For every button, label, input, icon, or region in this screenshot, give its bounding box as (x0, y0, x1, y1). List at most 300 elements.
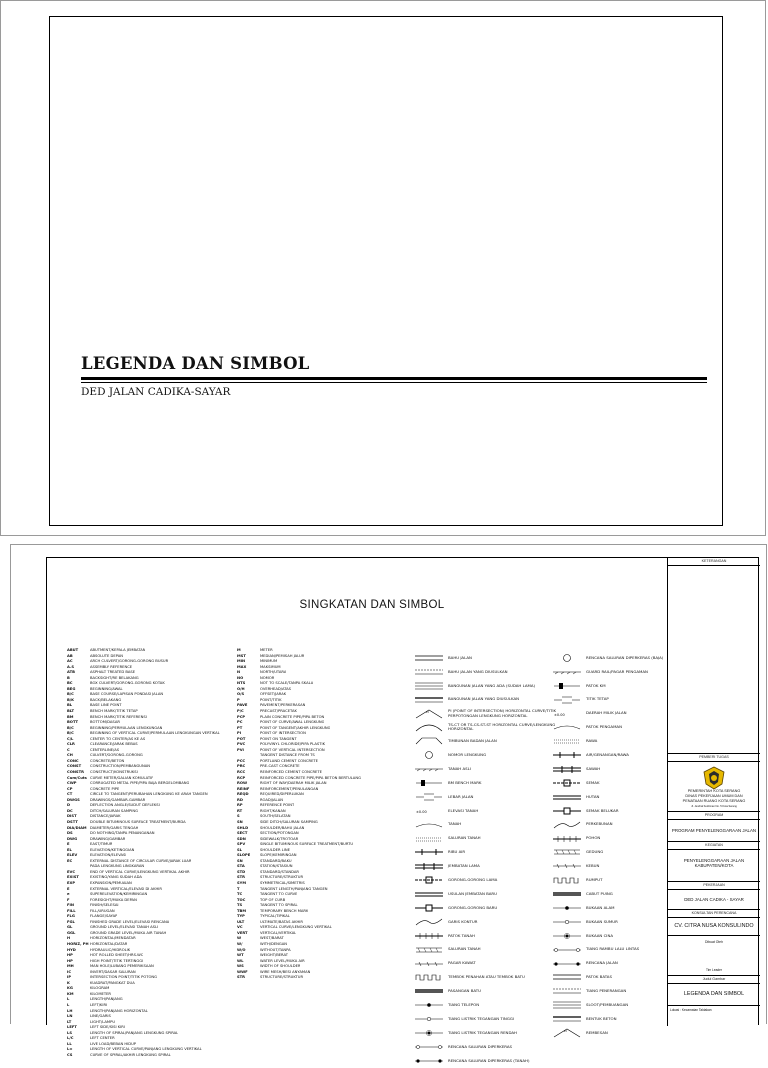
abbreviation-code: RD (237, 797, 243, 802)
abbreviation-code: ROW (237, 781, 248, 786)
abbreviation-code: LS (67, 1030, 73, 1035)
legend-symbol-icon (552, 888, 582, 900)
abbreviation-meaning: STRUCTURE/STRUKTUR (260, 975, 304, 980)
tb-kegiatan (668, 842, 760, 882)
abbreviation-code: LT (67, 1019, 72, 1024)
legend-symbol-row (414, 915, 559, 929)
abbreviation-code: MH (67, 964, 74, 969)
abbreviation-meaning: ELEVATION/ELEVASI (90, 853, 127, 858)
abbreviation-meaning: LIVE LOAD/BEBAN HIDUP (90, 1041, 136, 1046)
legend-symbol-label: TITIK TETAP (586, 696, 609, 702)
abbreviation-meaning: POINT/TITIK (260, 697, 282, 702)
abbreviation-code: RP (237, 803, 243, 808)
abbreviation-meaning: END OF VERTICAL CURVE/LENGKUNG VERTIKAL AKHIR (90, 869, 190, 874)
abbreviation-code: BC (67, 681, 73, 686)
legend-symbol-row (414, 693, 559, 707)
tb-pekerjaan-value: DED JALAN CADIKA - SAYAR (684, 897, 744, 902)
abbreviation-code: TBM (237, 908, 246, 913)
abbreviation-meaning: INVERT/DASAR SALURAN (90, 969, 136, 974)
abbreviation-meaning: EXISTING/YANG SUDAH ADA (90, 875, 142, 880)
abbreviation-meaning: REFERENCE POINT (260, 803, 295, 808)
abbreviation-code: WL (237, 958, 244, 963)
abbreviation-meaning: PAVEMENT/PERKERASAN (260, 703, 306, 708)
legend-symbol-label: PERKEBUNAN (586, 821, 613, 827)
abbreviation-code: C (67, 747, 70, 752)
abbreviation-meaning: CULVERT/GORONG-GORONG (90, 753, 143, 758)
legend-symbol-row (414, 651, 559, 665)
abbreviation-code: BEG (67, 686, 76, 691)
abbreviation-meaning: VERTICAL/VERTIKAL (260, 930, 297, 935)
legend-symbol-row (414, 748, 559, 762)
abbreviation-meaning: SOUTH/SELATAN (260, 814, 291, 819)
abbreviation-meaning: WITHOUT/TANPA (260, 947, 291, 952)
abbreviation-meaning: TANGENT LENGTH/PANJANG TANGEN (260, 886, 328, 891)
abbreviation-code: POT (237, 736, 246, 741)
abbreviation-code: HP (67, 953, 73, 958)
abbreviation-code: TS (237, 903, 243, 908)
legend-symbol-label: GORONG-GORONG LAMA (448, 876, 498, 882)
tb-program (668, 812, 760, 842)
abbreviation-meaning: CONCRETE PIPE (90, 786, 120, 791)
legend-symbol-icon (552, 694, 582, 706)
abbreviation-code: B/K (67, 697, 75, 702)
abbreviation-meaning: KILOMETER (90, 991, 111, 996)
abbreviation-meaning: WIRE MESH/BESI ANYAMAN (260, 969, 311, 974)
legend-symbol-icon (414, 860, 444, 872)
legend-symbol-icon (414, 777, 444, 789)
abbreviation-code: ABUT (67, 648, 79, 652)
abbreviation-meaning: LENGTH/PANJANG (90, 997, 123, 1002)
abbreviation-code: FLG (67, 914, 75, 919)
abbreviation-code: GL (67, 925, 73, 930)
abbreviation-meaning: INTERSECTION POINT/TITIK POTONG (90, 975, 158, 980)
abbreviation-row (237, 975, 409, 981)
abbreviation-code: PVI (237, 747, 244, 752)
abbreviation-meaning: DEFLECTION ANGLE/SUDUT DEFLEKSI (90, 803, 160, 808)
abbreviation-meaning: ABUTMENT/KEPALA JEMBATAN (90, 648, 146, 652)
abbreviation-meaning: POINT OF VERTICAL INTERSECTION (260, 747, 325, 752)
tb-konsultan-label: KONSULTAN PERENCANA (668, 910, 760, 918)
abbreviation-meaning: EAST/TIMUR (90, 842, 113, 847)
legend-symbol-icon (414, 819, 444, 831)
abbreviation-meaning: OVERHEAD/ATAS (260, 686, 292, 691)
abbreviation-meaning: CONCRETE/BETON (90, 758, 125, 763)
legend-symbol-row (414, 929, 559, 943)
abbreviation-meaning: TANGENT DISTANCE FROM TS (260, 753, 315, 758)
abbreviation-meaning: REINFORCED CEMENT CONCRETE (260, 770, 322, 775)
abbreviation-meaning: ULTIMATE/BATAS AKHIR (260, 919, 303, 924)
abbreviation-meaning: BASE COURSE/LAPISAN PONDASI JALAN (90, 692, 164, 697)
legend-symbol-label: TS-CT OR TS-CS-ST-ST HORIZONTAL CURVE/LENGKUNG HORIZONTAL (448, 721, 556, 732)
abbreviation-meaning: POINT OF TANGENT/AKHIR LENGKUNG (260, 725, 331, 730)
abbreviation-code: PCC (237, 758, 246, 763)
tb-pekerjaan-label: PEKERJAAN (668, 882, 760, 890)
abbreviation-meaning: MEDIAN/PEMISAH JALUR (260, 653, 305, 658)
legend-symbol-icon (552, 777, 582, 789)
abbreviation-meaning: BEGINNING/AWAL (90, 686, 123, 691)
abbreviation-meaning: MINIMUM (260, 659, 278, 664)
abbreviation-meaning: PLAIN CONCRETE PIPE/PIPA BETON (260, 714, 325, 719)
abbreviation-code: RCC (237, 770, 246, 775)
tb-address: Jl. Jendral Sudirman No. 5 Kota Serang (691, 805, 737, 808)
abbreviation-code: NO (237, 675, 244, 680)
legend-symbol-icon (552, 944, 582, 956)
agency-logo-icon (702, 766, 726, 790)
abbreviation-code: E (67, 886, 70, 891)
legend-symbol-label: TANAH (448, 821, 462, 827)
abbreviation-meaning: CURVE METER/GALIAN KOMULATIF (90, 775, 154, 780)
abbreviation-code: MST (237, 653, 246, 658)
legend-symbol-icon (552, 916, 582, 928)
abbreviation-code: SDN (237, 836, 246, 841)
legend-symbol-icon (552, 833, 582, 845)
abbreviation-meaning: STANDARD/BAKU (260, 858, 292, 863)
legend-symbol-label: RENCANA SALURAN DIPERKERAS (448, 1043, 512, 1049)
abbreviation-meaning: BEGINNING/PERMULAAN LENGKUNGAN (90, 725, 163, 730)
legend-symbol-label: GEDUNG (586, 849, 604, 855)
legend-symbol-label: BAHU JALAN YANG DIUSULKAN (448, 668, 508, 674)
tb-lokasi (668, 1006, 760, 1026)
abbreviation-code: VC (237, 925, 243, 930)
abbreviation-code: FGL (67, 919, 75, 924)
svg-text:±0.00: ±0.00 (416, 809, 427, 814)
abbreviation-code: PC (237, 720, 243, 725)
legend-symbol-label: PAGAR KAWAT (448, 960, 476, 966)
legend-symbol-label: BUKAAN ALAM (586, 904, 615, 910)
tb-tim-leader: Tim Leader (705, 968, 722, 972)
legend-symbol-label: TEMBOK PENAHAN ATAU TEMBOK BATU (448, 974, 525, 980)
abbreviation-code: MIN (237, 659, 246, 664)
legend-symbol-icon (414, 791, 444, 803)
abbreviation-code: DC (67, 808, 73, 813)
abbreviation-meaning: TANGENT TO CURVE (260, 892, 298, 897)
legend-symbol-icon (552, 860, 582, 872)
abbreviation-meaning: HIGH POINT/TITIK TERTINGGI (90, 958, 144, 963)
legend-symbol-label: RUMPUT (586, 876, 603, 882)
abbreviation-code: LL (67, 1041, 72, 1046)
abbreviation-meaning: STATION/STASIUN (260, 864, 293, 869)
abbreviation-code: EXIST (67, 875, 79, 880)
abbreviation-code: F (67, 897, 70, 902)
legend-symbol-icon (414, 833, 444, 845)
abbreviation-meaning: SHOULDER/BAHU JALAN (260, 825, 305, 830)
abbreviation-meaning: METER (260, 648, 273, 652)
abbreviation-code: A.S (67, 664, 74, 669)
legend-symbol-row (414, 887, 559, 901)
legend-symbol-label: SLOOT/PEMBUANGAN (586, 1002, 629, 1007)
tb-pekerjaan (668, 882, 760, 910)
legend-symbol-label: SEMAK (586, 779, 600, 785)
abbreviation-code: IP (67, 975, 72, 980)
legend-symbol-icon (552, 902, 582, 914)
abbreviation-meaning: SIDE DITCH/SALURAN SAMPING (260, 819, 318, 824)
legend-symbol-label: BANGUNAN JALAN YANG ADA (SUDAH LAMA) (448, 682, 536, 688)
abbreviation-meaning: MAKSIMUM (260, 664, 281, 669)
legend-symbol-label: RAWA (586, 738, 598, 744)
legend-symbol-row (414, 984, 559, 998)
abbreviation-meaning: LENGTH/PANJANG HORIZONTAL (90, 1008, 148, 1013)
abbreviation-code: CH (67, 753, 73, 758)
abbreviation-code: HYD (67, 947, 76, 952)
abbreviation-code: K (67, 980, 70, 985)
legend-symbol-icon (414, 846, 444, 858)
abbreviation-code: AB (67, 653, 73, 658)
legend-symbol-row (414, 970, 559, 984)
tb-keterangan-label: KETERANGAN (668, 558, 760, 566)
abbreviation-row (67, 1053, 232, 1059)
legend-symbol-label: KEBUN (586, 863, 600, 869)
legend-symbol-icon (414, 902, 444, 914)
abbreviation-meaning: OFFSET/JARAK (260, 692, 287, 697)
legend-symbol-label: DAERAH MILIK JALAN (586, 710, 627, 716)
abbreviation-meaning: DISTANCE/JARAK (90, 814, 121, 819)
abbreviation-meaning: WATER LEVEL/MUKA AIR (260, 958, 305, 963)
abbreviation-code: D (67, 803, 71, 808)
legend-symbol-row (414, 1040, 559, 1054)
cover-title: LEGENDA DAN SIMBOL (81, 354, 310, 373)
legend-symbol-row (414, 998, 559, 1012)
abbreviation-meaning: BOTTOM/DASAR (90, 720, 120, 725)
abbreviation-meaning: FINISHED GRADE LEVEL/ELEVASI RENCANA (90, 919, 170, 924)
abbreviation-code: REINF (237, 786, 250, 791)
tb-judul-label: Judul Gambar (668, 976, 760, 984)
abbreviation-meaning: PORTLAND CEMENT CONCRETE (260, 758, 318, 763)
abbreviation-code: HP (67, 958, 73, 963)
legend-symbol-label: GORONG-GORONG BARU (448, 904, 498, 910)
abbreviation-meaning: LINE/GARIS (90, 1014, 111, 1019)
abbreviation-code: BM (67, 714, 74, 719)
legend-symbol-icon (414, 971, 444, 983)
legend-symbol-row (414, 790, 559, 804)
abbreviation-code: BLT (67, 709, 75, 714)
legend-symbol-row (414, 901, 559, 915)
abbreviation-meaning: DOUBLE BITUMINOUS SURFACE TREATMENT/BURDA (90, 819, 186, 824)
abbreviation-meaning: KILOGRAM (90, 986, 110, 991)
abbreviation-code: RT (237, 808, 243, 813)
abbreviation-meaning: CLEARANCE/JARAK BEBAS (90, 742, 138, 747)
abbreviation-meaning: MAN HOLE/LUBANG PEMERIKSAAN (90, 964, 154, 969)
abbreviation-meaning: EXTERNAL VERTICAL/ELEVASI DI AKHIR (90, 886, 162, 891)
legend-symbol-icon (414, 805, 444, 817)
legend-symbol-label: BUKAAN SUMUR (586, 918, 618, 924)
legend-symbol-row (414, 707, 559, 721)
page-gap (0, 537, 768, 544)
abbreviation-code: KG (67, 986, 73, 991)
abbreviation-code: DS (67, 831, 73, 836)
abbreviation-code: SYM (237, 880, 246, 885)
abbreviation-meaning: CENTER TO CENTER/AS KE AS (90, 736, 146, 741)
abbreviation-code: EVC (67, 869, 76, 874)
legend-symbol-icon (552, 958, 582, 970)
abbreviation-meaning: DRAWING/GAMBAR (90, 836, 126, 841)
legend-symbol-icon (414, 652, 444, 664)
legend-symbol-icon (552, 721, 582, 733)
abbreviation-code: EXP (67, 880, 76, 885)
legend-symbol-label: RENCANA SALURAN DIPERKERAS (BAJA) (586, 654, 664, 660)
abbreviation-code: CT (67, 792, 73, 797)
legend-symbol-row (414, 1054, 559, 1068)
legend-symbol-icon (414, 694, 444, 706)
legend-symbol-icon (414, 916, 444, 928)
abbreviation-meaning: NORTH/UTARA (260, 670, 287, 675)
abbreviation-code: L/C (67, 1036, 74, 1041)
abbreviation-meaning: LEFT CENTER (90, 1036, 115, 1041)
tb-kegiatan-label: KEGIATAN (668, 842, 760, 850)
abbreviation-meaning: BASE LINE POINT (90, 703, 122, 708)
abbreviation-code: DWG (67, 836, 78, 841)
legend-symbol-icon (414, 874, 444, 886)
abbreviation-meaning: SLOPE/KEMIRINGAN (260, 853, 297, 858)
abbreviation-meaning: FORESIGHT/MUKA DEPAN (90, 897, 137, 902)
abbreviation-meaning: ARCH CULVERT/GORONG-GORONG BUSUR (90, 659, 169, 664)
tb-agency-3: PENATAAN RUANG KOTA SERANG (682, 799, 746, 803)
legend-symbol-row (414, 832, 559, 846)
legend-symbol-icon (414, 666, 444, 678)
tb-keterangan (668, 558, 760, 754)
abbreviation-meaning: POINT OF CURVE/AWAL LENGKUNG (260, 720, 325, 725)
legend-symbol-row (414, 1026, 559, 1040)
abbreviation-meaning: TOP OF CURB (260, 897, 286, 902)
tb-judul (668, 976, 760, 1006)
abbreviation-code: DSTT (67, 819, 78, 824)
abbreviation-code: P/C (237, 709, 244, 714)
abbreviation-code: B/C (67, 692, 74, 697)
legend-symbol-icon (552, 666, 582, 678)
abbreviation-meaning: STRUCTURE/STRUKTUR (260, 875, 304, 880)
legend-symbol-label: RIBU AIR (448, 849, 466, 855)
abbreviation-meaning: POINT OF INTERSECTION (260, 731, 306, 736)
legend-symbol-label: TIMBUNAN BADAN JALAN (448, 738, 497, 744)
abbreviation-meaning: CENTERLINE/AS (90, 747, 120, 752)
legend-symbol-label: SALURAN TANAH (448, 946, 481, 952)
legend-symbol-label: AIR/GENANGAN/RAWA (586, 751, 629, 757)
legend-symbol-icon (552, 708, 582, 720)
abbreviation-code: HORIZ, PH (67, 941, 89, 946)
legend-symbol-icon (414, 985, 444, 997)
abbreviation-code: ELEV (67, 853, 78, 858)
abbreviation-meaning: NOMOR (260, 675, 275, 680)
title-rule-thin (81, 382, 707, 383)
abbreviation-code: L (67, 1003, 70, 1007)
legend-symbol-row (414, 804, 559, 818)
legend-symbol-icon (552, 735, 582, 747)
legend-symbol-row (414, 665, 559, 679)
abbreviation-code: C/L (67, 736, 74, 741)
abbreviation-meaning: DRAWINGS/GAMBAR-GAMBAR (90, 797, 146, 802)
legend-symbol-label: BENTUK BETON (586, 1015, 617, 1021)
abbreviation-meaning: ELEVATION/KETINGGIAN (90, 847, 135, 852)
abbreviation-meaning: SHOULDER LINE (260, 847, 290, 852)
legend-symbol-label: PI (POINT OF INTERSECTION) HORIZONTAL CURVE/TITIK PERPOTONGAN LENGKUNG HORIZONTAL (448, 708, 557, 718)
abbreviation-meaning: DO NOTHING/TANPA PENANGANAN (90, 831, 155, 836)
legend-symbol-label: RENCANA SALURAN DIPERKERAS (TANAH) (448, 1057, 530, 1063)
abbreviation-meaning: LENGTH OF SPIRAL/PANJANG LENGKUNG SPIRAL (90, 1030, 179, 1035)
abbreviation-meaning: BACKSIGHT/RE BELAKANG (90, 675, 139, 680)
legend-symbol-label: LEBAR JALAN (448, 793, 474, 799)
legend-symbol-label: BAHU JALAN (448, 654, 472, 660)
abbreviation-meaning: ASSEMBLY REFERENCE (90, 664, 133, 669)
tb-konsultan-value: CV. CITRA NUSA KONSULINDO (674, 923, 754, 929)
legend-symbol-label: NOMOR LENGKUNG (448, 751, 487, 757)
legend-symbol-icon (414, 999, 444, 1011)
tb-dibuat-label: Dibuat Oleh (705, 940, 723, 944)
legend-symbol-row (414, 762, 559, 776)
abbreviation-code: W/ (237, 941, 243, 946)
legend-symbol-icon (414, 749, 444, 761)
abbreviation-code: TC (237, 892, 243, 897)
legend-symbol-label: PASANGAN BATU (448, 988, 481, 994)
abbreviation-meaning: EXTERNAL DISTANCE OF CIRCULAR CURVE/JARAK LUAR (90, 858, 192, 863)
abbreviation-meaning: LENGTH OF VERTICAL CURVE/PANJANG LENGKUNG VERTIKAL (90, 1047, 202, 1052)
abbreviation-code: STR (237, 875, 246, 880)
abbreviation-code: SLOPE (237, 853, 251, 858)
legend-symbol-label: CABUT PUING (586, 890, 613, 896)
abbreviation-code: L (67, 997, 70, 1002)
legend-symbol-label: PATOK PENGAMAN (586, 724, 623, 730)
legend-symbol-label: PATOK KM (586, 682, 606, 688)
abbreviation-code: L= (67, 1047, 73, 1052)
abbreviation-code: CONSTR (67, 770, 84, 775)
abbreviation-meaning: DIAMETER/GARIS TENGAH (90, 825, 139, 830)
tb-pemberi-tugas (668, 754, 760, 812)
abbreviation-code: LH (67, 1008, 73, 1013)
abbreviation-meaning: LEFT/KIRI (90, 1003, 108, 1007)
abbreviation-meaning: PRECAST/PRACETAK (260, 709, 297, 714)
legend-symbol-label: TIANG TELEPON (448, 1002, 480, 1007)
abbreviation-code: ULT (237, 919, 245, 924)
abbreviation-meaning: HYDRAULIC/HIDROLIK (90, 947, 131, 952)
abbreviation-code: PVC (237, 742, 246, 747)
legend-symbol-row (414, 720, 559, 734)
abbreviation-meaning: ROAD/JALAN (260, 797, 283, 802)
legend-symbol-label: PATOK TANAH (448, 932, 475, 938)
abbreviation-code: PAVE (237, 703, 248, 708)
legend-symbol-icon (552, 874, 582, 886)
legend-symbol-label: POHON (586, 835, 601, 841)
abbreviation-code: DIA/DIAM (67, 825, 87, 830)
abbreviation-meaning: BEGINNING OF VERTICAL CURVE/PERMULAAN LENGKUNGAN VERTIKAL (90, 731, 220, 736)
abbreviation-code: SL (237, 847, 243, 852)
abbreviation-code: W (237, 936, 242, 941)
legend-symbol-row (414, 943, 559, 957)
abbreviation-code: IC (67, 969, 72, 974)
abbreviation-meaning: RIGHT OF WAY/DAERAH MILIK JALAN (260, 781, 327, 786)
legend-symbol-icon (414, 1027, 444, 1039)
abbreviation-code: W/O (237, 947, 246, 952)
legend-symbol-row (414, 957, 559, 971)
abbreviation-meaning: FINISH/SELESAI (90, 903, 119, 908)
legend-symbol-row (414, 859, 559, 873)
abbreviation-meaning: TEMPORARY BENCH MARK (260, 908, 309, 913)
abbreviation-code: CS (67, 1052, 73, 1057)
title-block (667, 558, 760, 1026)
legend-page (10, 544, 767, 1063)
legend-symbol-icon (552, 1027, 582, 1039)
legend-symbol-row (414, 818, 559, 832)
abbreviation-meaning: CURVE OF SPIRAL/AKHIR LENGKUNG SPIRAL (90, 1052, 171, 1057)
legend-symbol-label: HUTAN (586, 793, 600, 799)
abbreviation-code: DIST (67, 814, 77, 819)
legend-symbol-row (414, 845, 559, 859)
legend-symbol-icon (552, 999, 582, 1011)
abbreviation-code: STD (237, 869, 246, 874)
abbreviation-code: RCP (237, 775, 246, 780)
legend-symbol-label: JEMBATAN LAMA (448, 863, 480, 869)
abbreviation-meaning: POINT ON TANGENT (260, 736, 297, 741)
tb-kegiatan-value: PENYELENGGARAAN JALAN KABUPATEN/KOTA (683, 858, 745, 868)
abbreviation-code: VERT (237, 930, 248, 935)
abbreviation-meaning: EXPANSION/PEMUAIAN (90, 880, 132, 885)
